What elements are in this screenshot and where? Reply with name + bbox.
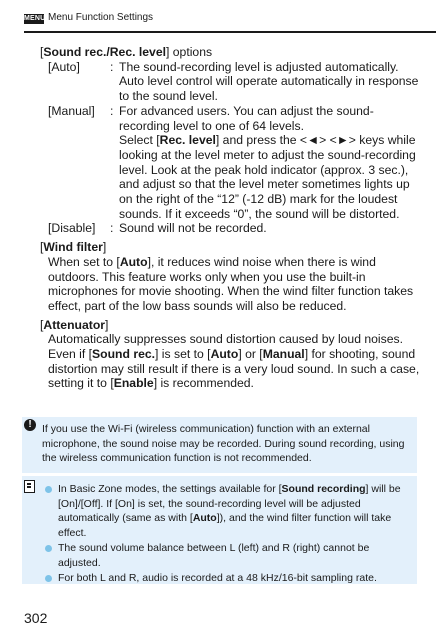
page-header xyxy=(24,8,428,30)
option-term: [Disable] xyxy=(48,221,96,236)
option-desc: The sound-recording level is adjusted automatically. Auto level control will operate automatically in response to the sound level. xyxy=(119,59,419,104)
bullet-icon xyxy=(45,545,52,552)
bullet-icon xyxy=(45,486,52,493)
wind-filter-title: [Wind filter] xyxy=(40,240,107,255)
wind-filter-section xyxy=(40,240,420,314)
list-item: For both L and R, audio is recorded at a 48 kHz/16-bit sampling rate. xyxy=(40,571,408,586)
header-title: Menu Function Settings xyxy=(48,12,154,23)
option-auto: [Auto] : The sound-recording level is adjusted automatically. Auto level control will operate automatically in response to the sound level. xyxy=(48,59,419,104)
attenuator-body: Automatically suppresses sound distortion caused by loud noises. Even if [Sound rec.] is set to [Auto] or [Manual] for shooting, sound distortion may still result if there is a very loud sound. In such a case, setting it to [Enable] is recommended. xyxy=(48,332,420,391)
main-content xyxy=(40,45,420,391)
caution-box xyxy=(22,417,417,473)
page-number: 302 xyxy=(24,610,48,626)
sound-rec-title: [Sound rec./Rec. level] options xyxy=(40,45,213,59)
option-term: [Auto] xyxy=(48,59,80,74)
caution-icon: ! xyxy=(24,419,36,431)
option-term: [Manual] xyxy=(48,103,95,118)
option-desc: For advanced users. You can adjust the sound-recording level to one of 64 levels. Select [Rec. level] and press the <◄> <►> keys while looking at the level meter to adjust the sound-recording level. Look at the peak hold indicator (approx. 3 sec.), and adjust so that the level meter sometimes lights up on the right of the “12” (-12 dB) mark for the loudest sounds. If it exceeds “0”, the sound will be distorted. xyxy=(119,103,416,221)
memo-box xyxy=(22,476,417,584)
menu-icon: MENU xyxy=(24,15,46,22)
option-disable: [Disable] : Sound will not be recorded. xyxy=(40,221,420,236)
list-item: In Basic Zone modes, the settings available for [Sound recording] will be [On]/[Off]. If [On] is set, the sound-recording level will be adjusted automatically (same as with [Auto]), and the wind filter function will take effect. xyxy=(40,482,408,540)
attenuator-section xyxy=(40,318,420,392)
list-item: The sound volume balance between L (left) and R (right) cannot be adjusted. xyxy=(40,541,408,570)
bullet-icon xyxy=(45,575,52,582)
caution-text: If you use the Wi-Fi (wireless communication) function with an external microphone, the sound noise may be recorded. During sound recording, using the wireless communication function is not recommended. xyxy=(42,423,405,464)
memo-icon xyxy=(24,480,35,493)
memo-list xyxy=(40,482,408,587)
wind-filter-body: When set to [Auto], it reduces wind noise when there is wind outdoors. This feature works only when you use the built-in microphones for movie shooting. When the wind filter function takes effect, part of the low bass sounds will also be reduced. xyxy=(48,254,414,313)
header-rule xyxy=(24,31,436,33)
attenuator-title: [Attenuator] xyxy=(40,317,109,332)
option-manual: [Manual] : For advanced users. You can adjust the sound-recording level to one of 64 levels. Select [Rec. level] and press the <◄> <►> keys while looking at the level meter to adjust the sound-recording level. Look at the peak hold indicator (approx. 3 sec.), and adjust so that the level meter sometimes lights up on the right of the “12” (-12 dB) mark for the loudest sounds. If it exceeds “0”, the sound will be distorted. xyxy=(40,104,420,222)
option-desc: Sound will not be recorded. xyxy=(119,221,267,236)
